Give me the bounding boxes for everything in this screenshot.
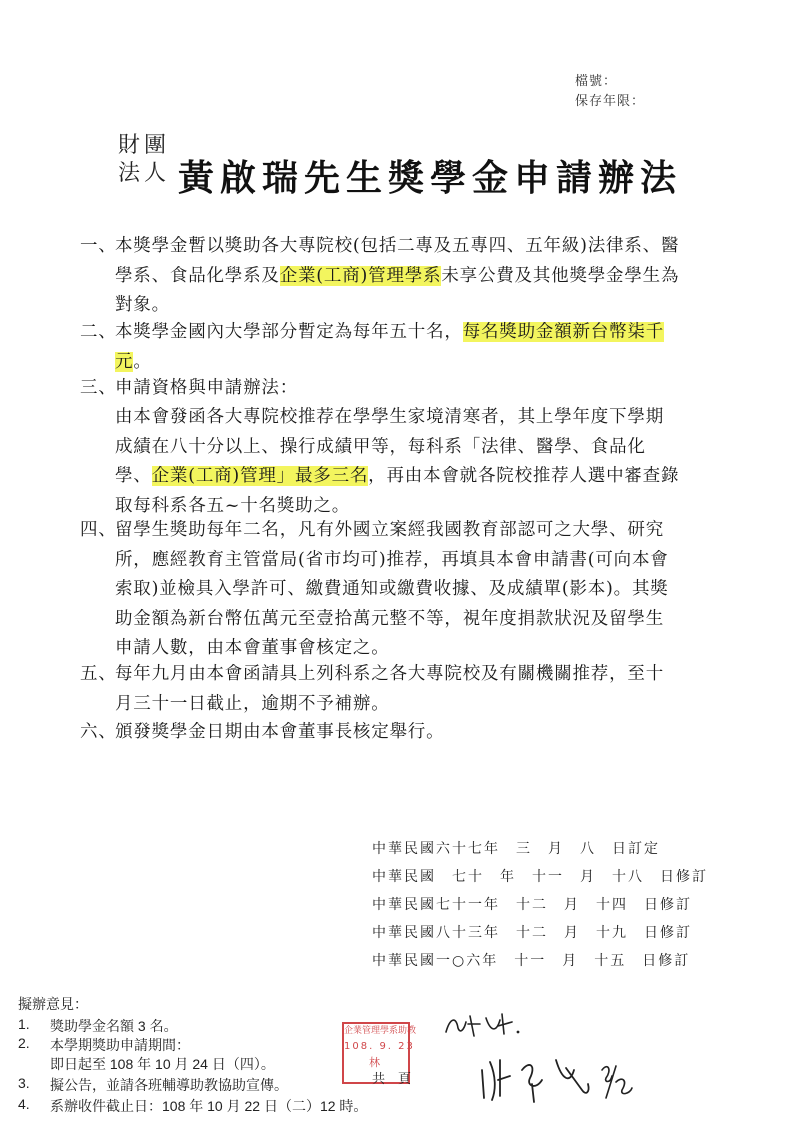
- stamp-department: 企業管理學系助教: [344, 1026, 417, 1036]
- title-prefix-line2: 法人: [118, 161, 171, 186]
- highlighted-text: 企業(工商)管理學系: [279, 265, 442, 286]
- remark-text: 本學期獎助申請期間：: [50, 1037, 190, 1053]
- highlighted-text: 每名獎助金額新台幣柒千元: [115, 322, 665, 372]
- revision-date: 中華民國七十一年 十二 月 十四 日修訂: [372, 897, 692, 913]
- section-body: [115, 403, 680, 521]
- revision-date: 中華民國八十三年 十二 月 十九 日修訂: [372, 925, 692, 941]
- section-3: [80, 374, 680, 404]
- remark-number: 1.: [18, 1016, 30, 1032]
- section-body: [115, 232, 680, 321]
- section-body: [115, 374, 680, 404]
- stamp-name: 林: [369, 1056, 383, 1069]
- section-number: 四、: [80, 520, 117, 540]
- section-text: 。: [133, 351, 152, 372]
- section-text: 由本會發函各大專院校推荐在學學生家境清寒者，其上學年度下學期成績在八十分以上、操行成績甲等，每科系「法律、醫學、食品化學、: [115, 407, 664, 486]
- handwritten-approval: [440, 1010, 530, 1040]
- section-text: 頒發獎學金日期由本會董事長核定舉行。: [115, 722, 445, 742]
- section-body: [115, 718, 680, 748]
- title-prefix-line1: 財團: [118, 133, 171, 158]
- section-2: [80, 318, 680, 377]
- file-number-label: 檔號：: [575, 74, 618, 89]
- section-number: 二、: [80, 322, 117, 342]
- section-4: [80, 516, 680, 664]
- remark-text: 擬公告，並請各班輔導助教協助宣傳。: [50, 1077, 288, 1093]
- remark-text-continued: 即日起至 108 年 10 月 24 日（四）。: [50, 1056, 275, 1072]
- section-text: 申請資格與申請辦法：: [115, 378, 298, 398]
- section-3-body: [80, 403, 680, 521]
- section-5: [80, 660, 680, 719]
- section-text: 留學生獎助每年二名，凡有外國立案經我國教育部認可之大學、研究所，應經教育主管當局(省市均可)推荐，再填具本會申請書(可向本會索取)並檢具入學許可、繳費通知或繳費收據、及成績單(影本)。其獎助金額為新台幣伍萬元至壹拾萬元整不等，視年度捐款狀況及留學生申請人數，由本會董事會核定之。: [115, 520, 669, 658]
- section-number: 六、: [80, 722, 117, 742]
- section-body: [115, 318, 680, 377]
- page-count-note: 共 頁: [372, 1071, 412, 1086]
- section-6: [80, 718, 680, 748]
- page-title: 黃啟瑞先生獎學金申請辦法: [178, 157, 683, 199]
- stamp-date: 108. 9. 23: [344, 1041, 415, 1052]
- section-1: [80, 232, 680, 321]
- section-text: 每年九月由本會函請具上列科系之各大專院校及有關機關推荐，至十月三十一日截止，逾期不予補辦。: [115, 664, 664, 714]
- revision-date: 中華民國 七十 年 十一 月 十八 日修訂: [372, 869, 708, 885]
- section-body: [115, 660, 680, 719]
- remarks-heading: 擬辦意見：: [18, 996, 88, 1012]
- section-number: 五、: [80, 664, 117, 684]
- section-number: 一、: [80, 236, 117, 256]
- remark-text: 系辦收件截止日：108 年 10 月 22 日（二）12 時。: [50, 1098, 368, 1114]
- section-text: 未享公費及其他獎學金學生為對象。: [115, 265, 680, 315]
- section-text: 本獎學金暫以獎助各大專院校(包括二專及五專四、五年級)法律系、醫學系、食品化學系及: [115, 236, 680, 286]
- remark-number: 4.: [18, 1096, 30, 1112]
- handwritten-signature: [470, 1040, 640, 1110]
- title-prefix: [118, 132, 170, 188]
- remark-number: 2.: [18, 1035, 30, 1051]
- revision-date: 中華民國六十七年 三 月 八 日訂定: [372, 841, 660, 857]
- remark-text: 獎助學金名額 3 名。: [50, 1018, 178, 1034]
- retention-period-label: 保存年限：: [575, 94, 646, 109]
- revision-date: 中華民國一○六年 十一 月 十五 日修訂: [372, 953, 691, 969]
- section-text: ，再由本會就各院校推荐人選中審查錄取每科系各五~十名獎助之。: [115, 466, 680, 516]
- section-body: [115, 516, 680, 664]
- highlighted-text: 企業(工商)管理」最多三名: [151, 466, 369, 486]
- section-text: 本獎學金國內大學部分暫定為每年五十名，: [115, 322, 463, 342]
- remark-number: 3.: [18, 1075, 30, 1091]
- section-number: 三、: [80, 378, 117, 398]
